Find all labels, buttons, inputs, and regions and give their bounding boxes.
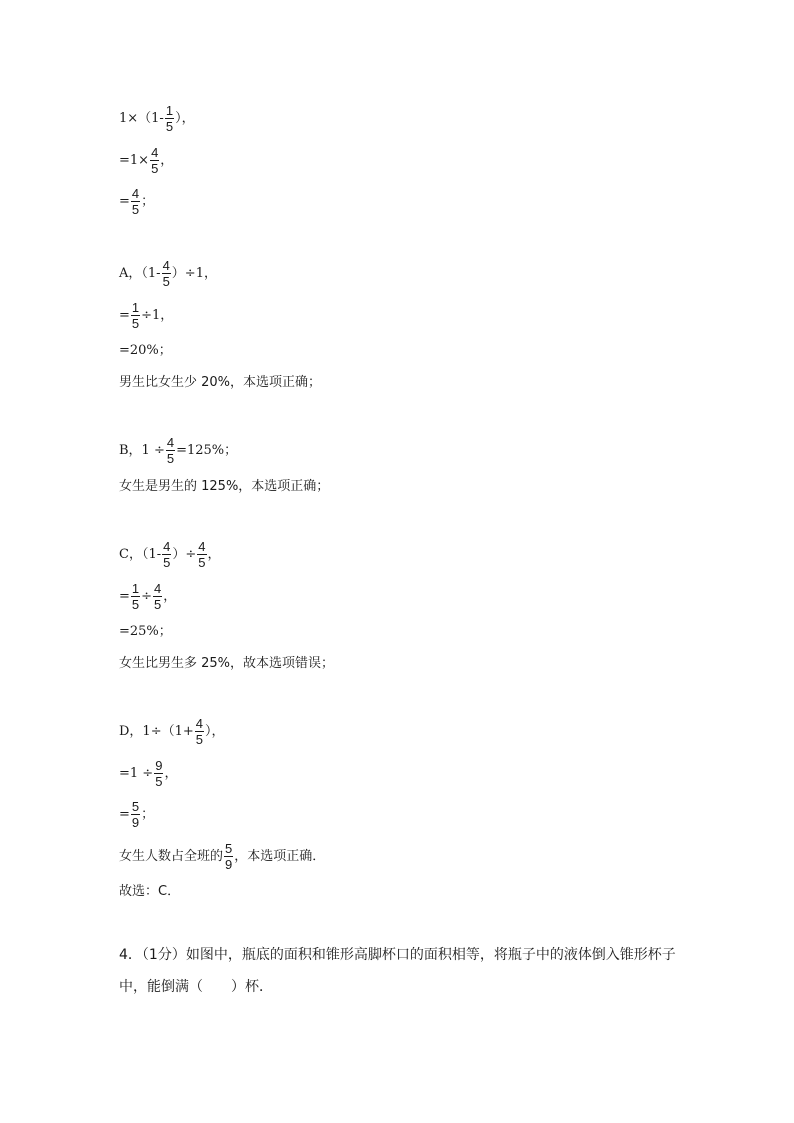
conclusion-text: 男生比女生少 20%，本选项正确； bbox=[119, 375, 322, 390]
option-b-expr: B，1 ÷ $\frac{4}{5}$ =125%； bbox=[119, 435, 238, 466]
expr-line: = $\frac{1}{5}$ ÷ $\frac{4}{5}$ ， bbox=[119, 581, 177, 612]
fraction: $\frac{4}{5}$ bbox=[195, 716, 203, 747]
fraction: $\frac{1}{5}$ bbox=[131, 300, 140, 331]
conclusion-text: 女生比男生多 25%，故本选项错误； bbox=[119, 656, 335, 671]
fraction: $\frac{1}{5}$ bbox=[131, 581, 140, 612]
fraction: $\frac{1}{5}$ bbox=[165, 103, 174, 134]
fraction: $\frac{9}{5}$ bbox=[155, 758, 163, 789]
expr-line: =20%； bbox=[119, 343, 172, 358]
expr-line: =25%； bbox=[119, 624, 172, 639]
answer-text: 故选：C． bbox=[119, 884, 181, 899]
fraction: $\frac{4}{5}$ bbox=[151, 145, 159, 176]
fraction: $\frac{4}{5}$ bbox=[166, 435, 175, 466]
expr-line: = $\frac{5}{9}$ ； bbox=[119, 799, 155, 830]
conclusion-text: 女生是男生的 125%，本选项正确； bbox=[119, 479, 330, 494]
fraction: $\frac{5}{9}$ bbox=[131, 799, 140, 830]
expr-line: =1 ÷ $\frac{9}{5}$ ， bbox=[119, 758, 178, 789]
option-a-expr: A，（1- $\frac{4}{5}$ ）÷1， bbox=[119, 258, 217, 289]
expr-line: = $\frac{4}{5}$ ； bbox=[119, 186, 155, 217]
question-4-text: 4．（1分）如图中，瓶底的面积和锥形高脚杯口的面积相等，将瓶子中的液体倒入锥形杯子 bbox=[119, 947, 676, 963]
fraction: $\frac{4}{5}$ bbox=[163, 539, 171, 570]
fraction: $\frac{4}{5}$ bbox=[131, 186, 140, 217]
expr-line: =1× $\frac{4}{5}$ ， bbox=[119, 145, 174, 176]
fraction: $\frac{4}{5}$ bbox=[162, 258, 170, 289]
conclusion-text: 女生人数占全班的 $\frac{5}{9}$ ，本选项正确． bbox=[119, 841, 326, 872]
expr-line: 1×（1- $\frac{1}{5}$ ）， bbox=[119, 103, 195, 134]
question-4-text: 中，能倒满（ ）杯． bbox=[119, 979, 273, 995]
option-c-expr: C，（1- $\frac{4}{5}$ ）÷ $\frac{4}{5}$ ， bbox=[119, 539, 221, 570]
fraction: $\frac{5}{9}$ bbox=[225, 841, 233, 872]
fraction: $\frac{4}{5}$ bbox=[154, 581, 162, 612]
option-d-expr: D，1÷（1+ $\frac{4}{5}$ ）， bbox=[119, 716, 225, 747]
expr-line: = $\frac{1}{5}$ ÷1， bbox=[119, 300, 174, 331]
fraction: $\frac{4}{5}$ bbox=[198, 539, 206, 570]
